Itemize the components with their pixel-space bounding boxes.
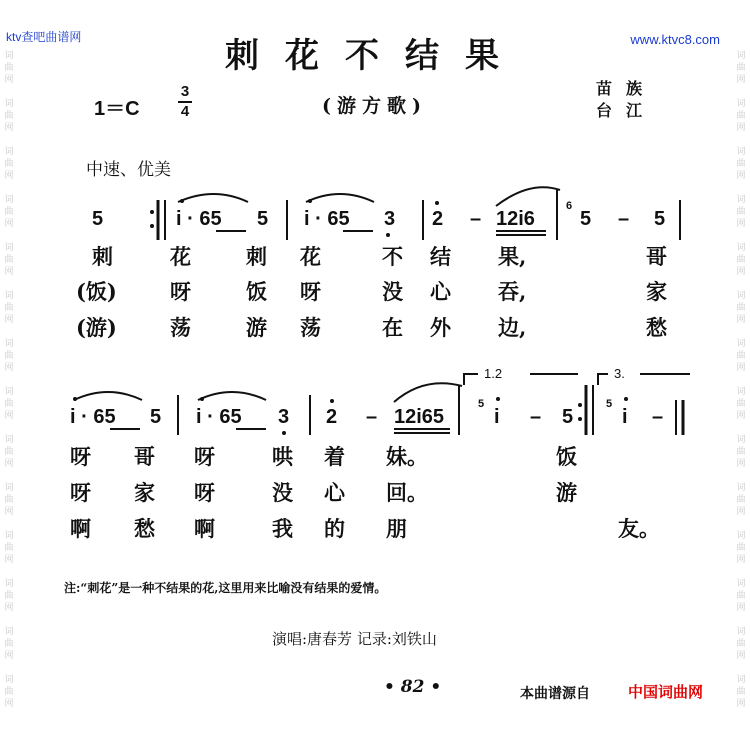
- side-watermark-glyph: 词: [736, 627, 746, 637]
- side-watermark-glyph: 曲: [736, 255, 746, 265]
- note: i: [494, 406, 500, 428]
- song-genre: (游方歌): [322, 95, 427, 117]
- side-watermark-glyph: 曲: [4, 591, 14, 601]
- lyric: 家: [646, 279, 667, 304]
- origin-line1: 苗族: [596, 79, 657, 98]
- side-watermark-glyph: 曲: [736, 447, 746, 457]
- note: –: [530, 406, 542, 428]
- watermark-left: ktv查吧曲谱网: [6, 30, 82, 44]
- side-watermark-glyph: 曲: [736, 495, 746, 505]
- side-watermark-glyph: 词: [736, 483, 746, 493]
- side-watermark-glyph: 网: [736, 699, 746, 709]
- side-watermark-glyph: 曲: [736, 111, 746, 121]
- side-watermark-glyph: 网: [4, 411, 14, 421]
- lyric: 荡: [170, 315, 191, 340]
- grace-note: 5: [478, 398, 485, 410]
- side-watermark-glyph: 网: [736, 75, 746, 85]
- lyric: (饭): [76, 279, 117, 304]
- lyric: 吞,: [498, 279, 527, 304]
- side-watermark-glyph: 词: [4, 483, 14, 493]
- note: –: [366, 406, 378, 428]
- side-watermark-glyph: 曲: [4, 255, 14, 265]
- lyric: 心: [430, 279, 451, 304]
- side-watermark-glyph: 网: [4, 315, 14, 325]
- watermark-right: www.ktvc8.com: [630, 32, 720, 47]
- side-watermark-glyph: 曲: [736, 63, 746, 73]
- note: i · 65: [304, 208, 350, 230]
- lyric: 花: [300, 244, 321, 269]
- side-watermark-glyph: 曲: [4, 495, 14, 505]
- side-watermark-glyph: 词: [4, 435, 14, 445]
- side-watermark-glyph: 词: [736, 51, 746, 61]
- origin-line2: 台江: [596, 101, 657, 120]
- side-watermark-glyph: 曲: [736, 351, 746, 361]
- lyric: 友。: [618, 516, 660, 541]
- note: 2: [326, 406, 338, 428]
- ending-1: 1.2: [484, 366, 503, 381]
- side-watermark-glyph: 网: [4, 123, 14, 133]
- side-watermark-glyph: 曲: [736, 207, 746, 217]
- side-watermark-glyph: 曲: [736, 591, 746, 601]
- side-watermark-glyph: 词: [4, 243, 14, 253]
- note: i: [622, 406, 628, 428]
- side-watermark-glyph: 词: [4, 51, 14, 61]
- side-watermark-glyph: 词: [736, 99, 746, 109]
- side-watermark-glyph: 曲: [4, 303, 14, 313]
- note: 5: [92, 208, 104, 230]
- lyric: 呀: [70, 480, 91, 505]
- side-watermark-glyph: 曲: [736, 159, 746, 169]
- note: –: [618, 208, 630, 230]
- note: i · 65: [70, 406, 116, 428]
- side-watermark-glyph: 词: [736, 435, 746, 445]
- side-watermark-glyph: 词: [4, 339, 14, 349]
- key-signature: 1＝C: [94, 98, 140, 120]
- side-watermark-glyph: 曲: [736, 303, 746, 313]
- side-watermark-glyph: 词: [4, 579, 14, 589]
- lyric: 荡: [300, 315, 321, 340]
- lyric: 朋: [386, 516, 407, 541]
- note: –: [652, 406, 664, 428]
- lyric: 在: [382, 315, 403, 340]
- side-watermark-glyph: 词: [4, 531, 14, 541]
- lyric: 刺: [246, 244, 267, 269]
- lyric: 哄: [272, 444, 293, 469]
- lyric: 外: [430, 315, 451, 340]
- credits: 演唱:唐春芳 记录:刘铁山: [272, 630, 437, 648]
- lyric: 哥: [134, 444, 155, 469]
- side-watermark-glyph: 词: [4, 675, 14, 685]
- side-watermark-glyph: 曲: [4, 351, 14, 361]
- side-watermark-glyph: 网: [4, 363, 14, 373]
- side-watermark-glyph: 网: [736, 363, 746, 373]
- source-site: 中国词曲网: [628, 683, 704, 701]
- side-watermark-glyph: 网: [4, 651, 14, 661]
- side-watermark-glyph: 网: [736, 459, 746, 469]
- lyric: 游: [556, 480, 577, 505]
- note: 5: [562, 406, 574, 428]
- side-watermark-glyph: 词: [736, 195, 746, 205]
- note: 12i65: [394, 406, 445, 428]
- side-watermark-glyph: 词: [4, 99, 14, 109]
- side-watermark-glyph: 曲: [736, 639, 746, 649]
- ending-2: 3.: [614, 366, 625, 381]
- side-watermark-glyph: 网: [4, 555, 14, 565]
- side-watermark-glyph: 曲: [736, 543, 746, 553]
- side-watermark-glyph: 网: [4, 267, 14, 277]
- side-watermark-glyph: 曲: [4, 399, 14, 409]
- side-watermark-glyph: 网: [736, 267, 746, 277]
- side-watermark-glyph: 曲: [4, 447, 14, 457]
- side-watermark-glyph: 网: [736, 123, 746, 133]
- lyric: 呀: [170, 279, 191, 304]
- side-watermark-glyph: 网: [4, 219, 14, 229]
- lyric: 结: [430, 244, 451, 269]
- side-watermark-glyph: 词: [736, 291, 746, 301]
- note: 5: [580, 208, 592, 230]
- lyric: 边,: [498, 315, 527, 340]
- lyric: 饭: [246, 279, 267, 304]
- lyric: (游): [76, 315, 117, 340]
- note: 3: [384, 208, 396, 230]
- side-watermark-glyph: 网: [4, 507, 14, 517]
- side-watermark-glyph: 曲: [736, 687, 746, 697]
- lyric: 着: [324, 444, 345, 469]
- side-watermark-glyph: 词: [736, 579, 746, 589]
- lyric: 不: [382, 244, 403, 269]
- lyric: 呀: [300, 279, 321, 304]
- side-watermark-glyph: 曲: [4, 687, 14, 697]
- side-watermark-glyph: 曲: [4, 639, 14, 649]
- side-watermark-glyph: 词: [4, 291, 14, 301]
- lyric: 心: [324, 480, 345, 505]
- side-watermark-glyph: 曲: [4, 111, 14, 121]
- side-watermark-glyph: 词: [736, 675, 746, 685]
- side-watermark-glyph: 网: [736, 411, 746, 421]
- side-watermark-glyph: 曲: [736, 399, 746, 409]
- side-watermark-glyph: 网: [736, 555, 746, 565]
- lyric: 饭: [556, 444, 577, 469]
- note: 5: [654, 208, 666, 230]
- side-watermark-glyph: 网: [4, 603, 14, 613]
- note: 12i6: [496, 208, 535, 230]
- side-watermark-glyph: 网: [736, 315, 746, 325]
- lyric: 妹。: [386, 444, 428, 469]
- lyric: 愁: [134, 516, 155, 541]
- side-watermark-glyph: 词: [736, 147, 746, 157]
- lyric: 呀: [194, 480, 215, 505]
- side-watermark-glyph: 曲: [4, 207, 14, 217]
- side-watermark-glyph: 曲: [4, 159, 14, 169]
- side-watermark-glyph: 网: [4, 75, 14, 85]
- time-top: 3: [180, 83, 190, 100]
- note: i · 65: [176, 208, 222, 230]
- lyric: 呀: [194, 444, 215, 469]
- side-watermark-glyph: 词: [736, 531, 746, 541]
- song-title: 刺花不结果: [225, 36, 525, 76]
- side-watermark-glyph: 词: [4, 195, 14, 205]
- lyric: 花: [170, 244, 191, 269]
- side-watermark-glyph: 网: [4, 459, 14, 469]
- time-bottom: 4: [180, 103, 190, 120]
- note: 5: [257, 208, 269, 230]
- note: –: [470, 208, 482, 230]
- side-watermark-glyph: 词: [736, 387, 746, 397]
- side-watermark-glyph: 词: [4, 147, 14, 157]
- grace-note: 5: [606, 398, 613, 410]
- lyric: 愁: [646, 315, 667, 340]
- lyric: 哥: [646, 244, 667, 269]
- lyric: 的: [324, 516, 345, 541]
- source-label: 本曲谱源自: [520, 686, 590, 702]
- side-watermark-glyph: 词: [736, 339, 746, 349]
- tempo-marking: 中速、优美: [86, 160, 171, 180]
- side-watermark-glyph: 网: [736, 171, 746, 181]
- lyric: 啊: [194, 516, 215, 541]
- side-watermark-glyph: 词: [736, 243, 746, 253]
- lyric: 呀: [70, 444, 91, 469]
- lyric: 没: [272, 480, 293, 505]
- note: 2: [432, 208, 444, 230]
- side-watermark-glyph: 网: [736, 651, 746, 661]
- side-watermark-glyph: 网: [4, 699, 14, 709]
- lyric: 啊: [70, 516, 91, 541]
- lyric: 刺: [92, 244, 113, 269]
- footnote: 注:“刺花”是一种不结果的花,这里用来比喻没有结果的爱情。: [64, 581, 387, 595]
- side-watermark-glyph: 词: [4, 627, 14, 637]
- page-number: • 82 •: [384, 677, 442, 697]
- note: 3: [278, 406, 290, 428]
- side-watermark-glyph: 词: [4, 387, 14, 397]
- grace-note: 6: [566, 200, 573, 212]
- lyric: 果,: [498, 244, 527, 269]
- lyric: 没: [382, 279, 403, 304]
- lyric: 游: [246, 315, 267, 340]
- lyric: 家: [134, 480, 155, 505]
- side-watermark-glyph: 曲: [4, 63, 14, 73]
- side-watermark-glyph: 网: [736, 603, 746, 613]
- note: i · 65: [196, 406, 242, 428]
- lyric: 我: [272, 516, 293, 541]
- side-watermark-glyph: 网: [4, 171, 14, 181]
- side-watermark-glyph: 曲: [4, 543, 14, 553]
- lyric: 回。: [386, 480, 428, 505]
- side-watermark-glyph: 网: [736, 219, 746, 229]
- side-watermark-glyph: 网: [736, 507, 746, 517]
- note: 5: [150, 406, 162, 428]
